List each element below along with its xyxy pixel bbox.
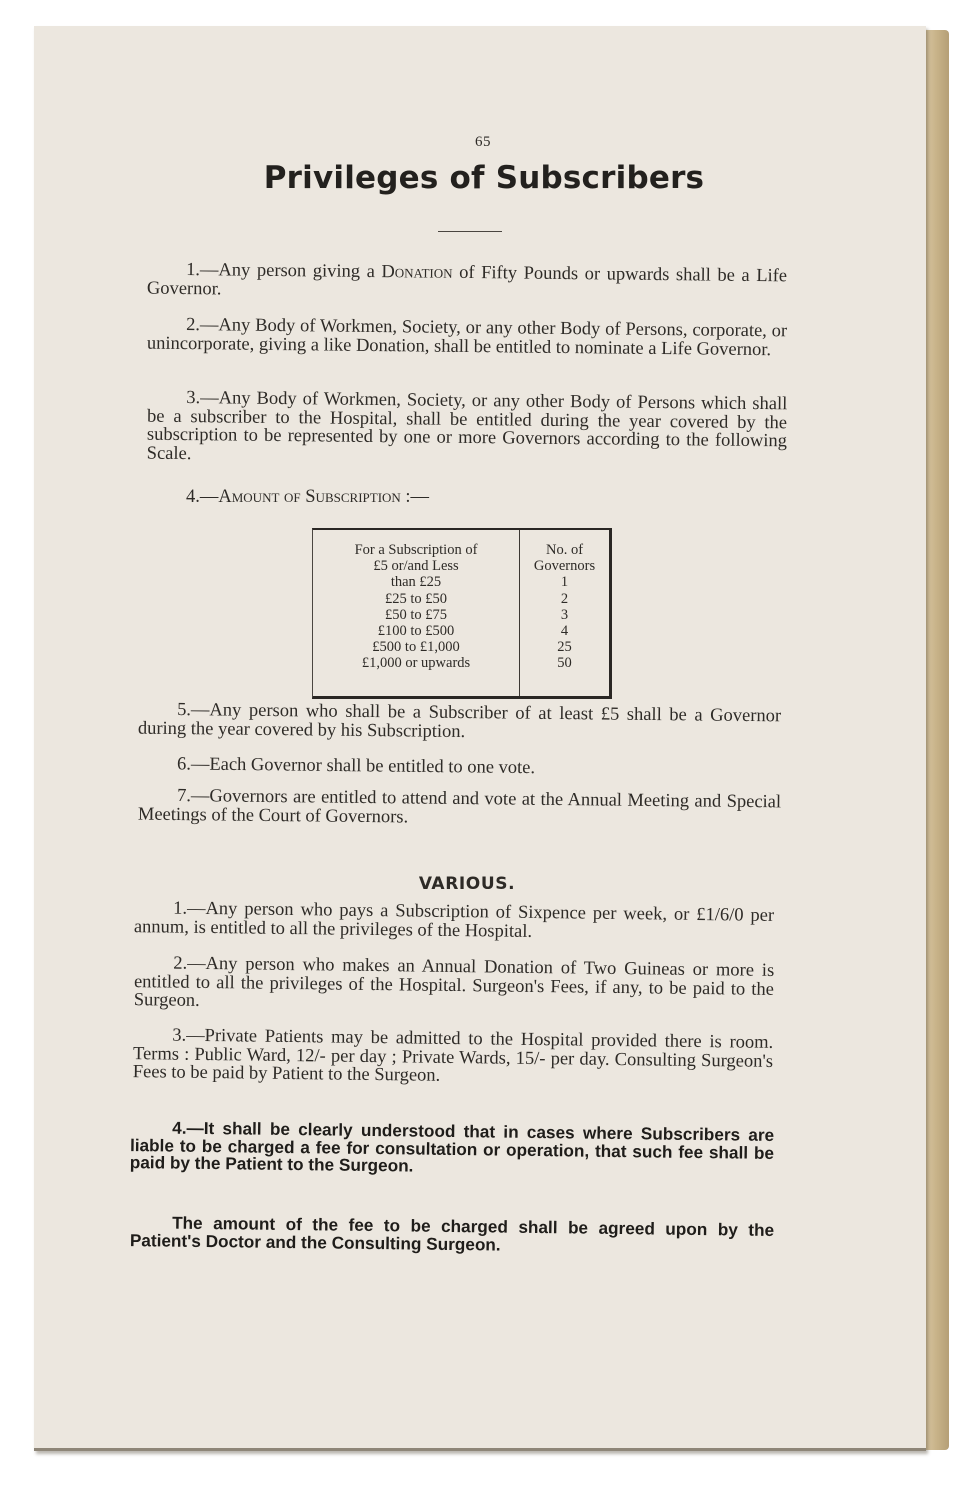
privilege-3-text: 3.—Any Body of Workmen, Society, or any other Body of Persons which shall be a subscriber to the Hospital, shall be entitled during the year covered by the subscription to be represented by one or more Governors according to the following Scale.	[146, 388, 788, 464]
various-4-text: 4.—It shall be clearly understood that in cases where Subscribers are liable to be charged a fee for consultation or operation, that such fee shall be paid by the Patient to the Surgeon.	[129, 1117, 775, 1176]
governors-count: 25	[557, 639, 572, 656]
governors-count: 2	[560, 590, 569, 607]
governors-count: 1	[560, 574, 569, 591]
governors-count: 4	[560, 623, 569, 640]
governors-count: 50	[557, 655, 572, 672]
various-5-text: The amount of the fee to be charged shall be agreed upon by the Patient's Doctor and the Consulting Surgeon.	[129, 1212, 775, 1255]
governors-header-line: No. of	[545, 542, 584, 558]
subscription-range: £1,000 or upwards	[361, 655, 471, 672]
various-1-text: 1.—Any person who pays a Subscription of Sixpence per week, or £1/6/0 per annum, is entitled to all the privileges of the Hospital.	[133, 898, 775, 942]
privilege-4-heading: Amount of Subscription	[218, 487, 401, 507]
various-3-text: 3.—Private Patients may be admitted to the Hospital provided there is room. Terms : Public Ward, 12/- per day ; Private Wards, 15/- per day. Consulting Surgeon's Fees to be paid by Patient to the Surgeon.	[132, 1025, 774, 1086]
privilege-7	[138, 787, 781, 831]
subscription-table	[312, 528, 612, 699]
subscription-header-line: For a Subscription of	[354, 542, 478, 558]
governors-header-line: Governors	[533, 558, 596, 575]
subscription-column	[313, 530, 520, 696]
privilege-6-text: 6.—Each Governor shall be entitled to one vote.	[176, 754, 536, 779]
various-2	[134, 954, 775, 1017]
various-3	[133, 1026, 774, 1089]
subscription-range: £500 to £1,000	[372, 639, 460, 656]
subscription-range: £25 to £50	[384, 590, 448, 607]
subscription-header-line: than £25	[390, 574, 442, 591]
various-heading: VARIOUS.	[418, 874, 516, 894]
privilege-4-tail: :—	[400, 487, 430, 507]
governors-column	[520, 530, 609, 696]
privilege-1-number: 1.—	[186, 260, 219, 281]
privilege-5-text: 5.—Any person who shall be a Subscriber of at least £5 shall be a Governor during the year covered by his Subscription.	[137, 700, 782, 742]
privilege-6	[177, 755, 677, 779]
privilege-3	[147, 389, 788, 470]
privilege-2	[147, 316, 787, 360]
document-page	[34, 26, 926, 1451]
various-5	[130, 1214, 774, 1257]
various-4	[130, 1119, 775, 1179]
title-divider	[438, 231, 502, 232]
subscription-header-line: £5 or/and Less	[373, 558, 459, 575]
privilege-4	[186, 488, 686, 507]
privilege-5	[138, 701, 781, 745]
privilege-1-text-b: of Fifty Pounds or upwards shall be a Life Governor.	[146, 262, 788, 299]
privilege-1-text-a: Any person giving a	[218, 260, 382, 283]
various-1	[134, 899, 774, 944]
privilege-7-text: 7.—Governors are entitled to attend and vote at the Annual Meeting and Special Meetings of the Court of Governors.	[137, 786, 782, 827]
privilege-1	[147, 261, 787, 305]
governors-count: 3	[560, 606, 569, 623]
page-number: 65	[475, 134, 491, 150]
privilege-1-donation: Donation	[381, 262, 453, 283]
privilege-2-text: 2.—Any Body of Workmen, Society, or any other Body of Persons, corporate, or unincorporate, giving a like Donation, shall be entitled to nominate a Life Governor.	[146, 315, 788, 360]
subscription-range: £100 to £500	[377, 623, 455, 640]
page-title: Privileges of Subscribers	[263, 160, 705, 196]
various-2-text: 2.—Any person who makes an Annual Donation of Two Guineas or more is entitled to all the privileges of the Hospital. Surgeon's Fees, if any, to be paid to the Surgeon.	[133, 953, 775, 1011]
privilege-4-number: 4.—	[186, 487, 219, 507]
subscription-range: £50 to £75	[384, 606, 448, 623]
